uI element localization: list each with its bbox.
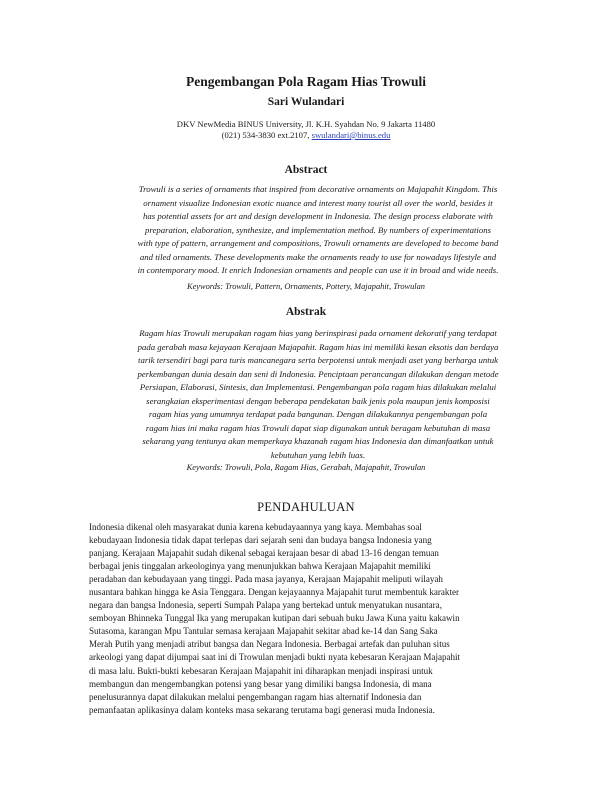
abstract-id-line: tarik tersendiri bagi para turis mancanegara serta berpotensi untuk menjadi aset yang berharga untuk [138,355,498,365]
intro-line: Indonesia dikenal oleh masyarakat dunia karena kebudayaannya yang kaya. Membahas soal [89,522,422,532]
abstract-en-body [88,183,548,278]
intro-line: Sutasoma, karangan Mpu Tantular semasa kerajaan Majapahit sekitar abad ke-14 dan Sang Saka [89,626,438,637]
paper-title: Pengembangan Pola Ragam Hias Trowuli [185,74,427,89]
intro-line: di masa lalu. Bukti-bukti kebesaran Kerajaan Majapahit ini diharapkan menjadi inspirasi untuk [89,665,433,676]
abstract-en-line: has potential assets for art and design development in Indonesia. The design process elaborate with [143,211,493,221]
abstract-id-line: ragam hias ini maka ragam hias Trowuli dapat siap digunakan untuk beragam kebutuhan di masa [145,422,491,433]
intro-line: penelusurannya dapat dilakukan melalui pengembangan ragam hias alternatif Indonesia dan [89,691,422,702]
abstract-en-keywords: Keywords: Trowuli, Pattern, Ornaments, Pottery, Majapahit, Trowulan [187,282,425,291]
abstract-en-line: preparation, elaboration, synthesize, and implementation method. By numbers of experimentations [145,224,491,235]
intro-line: semboyan Bhinneka Tunggal Ika yang merupakan kutipan dari sebuah buku Jawa Kuna yaitu kakawin [89,613,460,624]
abstract-id-line: kebutuhan yang lebih luas. [270,449,366,460]
abstract-heading: Abstract [284,164,328,176]
abstract-id-line: pada gerabah masa kejayaan Kerajaan Majapahit. Ragam hias ini memiliki kesan eksotis dan berdaya [137,341,499,352]
email-link[interactable]: swulandari@binus.edu [311,130,391,140]
intro-line: Merah Putih yang menjadi atribut bangsa dan Negara Indonesia. Berbagai artefak dan puluhan situs [89,639,450,650]
abstract-en-line: Trowuli is a series of ornaments that inspired from decorative ornaments on Majapahit Kingdom. This [138,184,498,194]
intro-line: panjang. Kerajaan Majapahit sudah dikenal sebagai kerajaan besar di abad 13-16 dengan temuan [89,548,439,559]
abstract-en-line: in contemporary mood. It enrich Indonesian ornaments and people can use it in broad and wide needs. [137,265,499,275]
abstract-id-line: perkembangan dunia desain dan seni di Indonesia. Penciptaan perancangan dilakukan dengan metode [137,368,499,379]
intro-line: peradaban dan kebudayaan yang tinggi. Pada masa jayanya, Kerajaan Majapahit meliputi wilayah [89,574,443,585]
abstract-id-keywords: Keywords: Trowuli, Pola, Ragam Hias, Gerabah, Majapahit, Trowulan [186,463,426,472]
intro-line: berbagai jenis tinggalan arkeologinya yang menunjukkan bahwa Kerajaan Majapahit memiliki [89,561,431,572]
abstract-id-line: Persiapan, Elaborasi, Sintesis, dan Implementasi. Pengembangan pola ragam hias dilakukan melalui [139,382,497,392]
intro-line: membangun dan mengembangkan potensi yang besar yang dimiliki bangsa Indonesia, di mana [89,678,432,689]
intro-line: kebudayaan Indonesia tidak dapat terlepas dari sejarah seni dan budaya bangsa Indonesia yang [89,535,432,546]
abstract-id-line: sekarang yang tentunya akan memperkaya khazanah ragam hias Indonesia dan dimanfaatkan untuk [142,436,494,446]
contact-line [0,130,612,141]
abstract-id-line: ragam hias yang umumnya terdapat pada bangunan. Dengan dilakukannya pengembangan pola [148,409,488,419]
affiliation-address: DKV NewMedia BINUS University, Jl. K.H. Syahdan No. 9 Jakarta 11480 [176,119,436,129]
abstract-en-line: and tiled ornaments. These developments make the ornaments ready to use for nowadays lifestyle and [139,251,497,262]
intro-heading: PENDAHULUAN [257,500,355,514]
intro-line: pemanfaatan aplikasinya dalam konteks masa sekarang terutama bagi generasi muda Indonesia. [89,704,435,715]
intro-body [89,521,540,717]
abstract-en-line: ornament visualize Indonesian exotic nuance and interest many tourist all over the world, besides it [143,197,493,208]
phone-contact: (021) 534-3830 ext.2107, [221,130,310,140]
abstract-id-line: serangkaian eksperimentasi dengan beberapa pendekatan baik jenis pola maupun jenis komposisi [146,395,490,406]
abstrak-heading: Abstrak [285,306,327,318]
author-name: Sari Wulandari [267,96,345,108]
intro-line: nusantara bahkan hingga ke Asia Tenggara. Dengan kejayaannya Majapahit turut membentuk karakter [89,587,459,598]
abstract-en-line: with type of pattern, arrangement and compositions, Trowuli ornaments are developed to become band [137,238,499,248]
author-affiliation-block [0,119,612,141]
abstract-id-line: Ragam hias Trowuli merupakan ragam hias yang berinspirasi pada ornament dekoratif yang terdapat [139,328,497,338]
intro-line: negara dan bangsa Indonesia, seperti Sumpah Palapa yang bertekad untuk menyatukan nusantara, [89,600,442,611]
intro-line: arkeologi yang dapat dijumpai saat ini di Trowulan menjadi bukti nyata kebesaran Kerajaan Majapahit [89,652,461,663]
abstract-id-body [88,327,548,462]
